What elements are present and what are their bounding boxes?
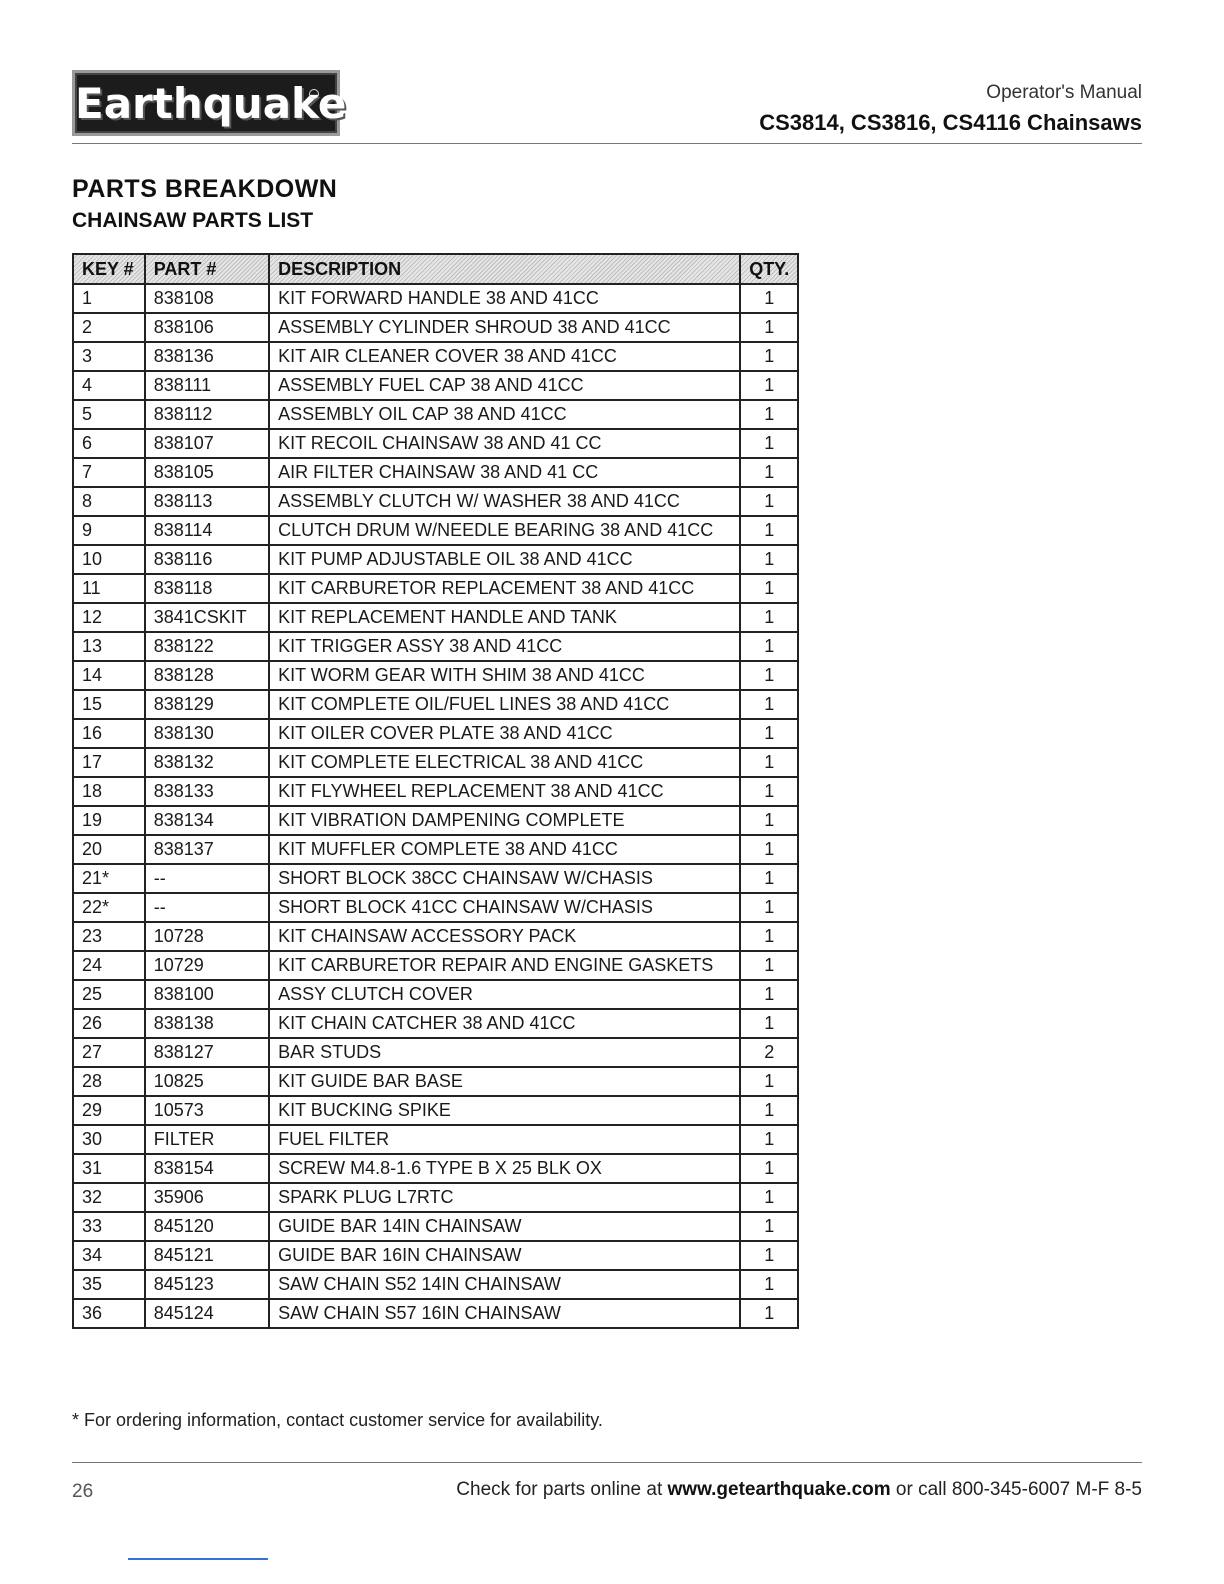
table-row [73,661,798,690]
cell-key: 3 [73,342,145,371]
table-row [73,1096,798,1125]
cell-part: 10729 [145,951,269,980]
cell-qty: 1 [740,1212,798,1241]
cell-qty: 1 [740,806,798,835]
cell-key: 36 [73,1299,145,1328]
cell-qty: 1 [740,1067,798,1096]
cell-description: SAW CHAIN S57 16IN CHAINSAW [269,1299,740,1328]
cell-qty: 1 [740,835,798,864]
cell-key: 12 [73,603,145,632]
table-row [73,371,798,400]
cell-description: SHORT BLOCK 38CC CHAINSAW W/CHASIS [269,864,740,893]
cell-qty: 2 [740,1038,798,1067]
cell-description: ASSEMBLY CYLINDER SHROUD 38 AND 41CC [269,313,740,342]
cell-key: 23 [73,922,145,951]
cell-part: 838106 [145,313,269,342]
cell-description: KIT TRIGGER ASSY 38 AND 41CC [269,632,740,661]
cell-part: 838105 [145,458,269,487]
cell-description: ASSEMBLY OIL CAP 38 AND 41CC [269,400,740,429]
cell-description: KIT MUFFLER COMPLETE 38 AND 41CC [269,835,740,864]
cell-description: SCREW M4.8-1.6 TYPE B X 25 BLK OX [269,1154,740,1183]
table-row [73,864,798,893]
table-row [73,777,798,806]
cell-key: 29 [73,1096,145,1125]
cell-part: 838137 [145,835,269,864]
cell-key: 28 [73,1067,145,1096]
cell-qty: 1 [740,777,798,806]
cell-key: 10 [73,545,145,574]
cell-key: 32 [73,1183,145,1212]
cell-part: 838113 [145,487,269,516]
cell-description: KIT PUMP ADJUSTABLE OIL 38 AND 41CC [269,545,740,574]
cell-part: 838114 [145,516,269,545]
cell-qty: 1 [740,1125,798,1154]
table-row [73,545,798,574]
cell-qty: 1 [740,1009,798,1038]
page-number: 26 [72,1481,94,1502]
table-row [73,951,798,980]
cell-description: SPARK PLUG L7RTC [269,1183,740,1212]
cell-qty: 1 [740,1096,798,1125]
footer-text-before: Check for parts online at [456,1479,668,1500]
table-row [73,458,798,487]
cell-key: 34 [73,1241,145,1270]
cell-key: 6 [73,429,145,458]
table-row [73,574,798,603]
header-divider [72,143,1142,144]
cell-key: 1 [73,284,145,313]
cell-description: KIT CHAINSAW ACCESSORY PACK [269,922,740,951]
cell-qty: 1 [740,719,798,748]
cell-description: KIT FORWARD HANDLE 38 AND 41CC [269,284,740,313]
footer-text [456,1479,1142,1501]
cell-key: 20 [73,835,145,864]
cell-part: 10728 [145,922,269,951]
cell-key: 13 [73,632,145,661]
cell-part: 838133 [145,777,269,806]
cell-description: SHORT BLOCK 41CC CHAINSAW W/CHASIS [269,893,740,922]
cell-part: 845124 [145,1299,269,1328]
parts-table-body [73,284,798,1328]
cell-part: 838122 [145,632,269,661]
cell-key: 4 [73,371,145,400]
cell-qty: 1 [740,922,798,951]
blue-underline [128,1558,268,1560]
cell-part: 838127 [145,1038,269,1067]
cell-qty: 1 [740,893,798,922]
table-row [73,893,798,922]
cell-key: 2 [73,313,145,342]
cell-part: 35906 [145,1183,269,1212]
cell-key: 22* [73,893,145,922]
cell-key: 9 [73,516,145,545]
cell-description: KIT GUIDE BAR BASE [269,1067,740,1096]
cell-key: 8 [73,487,145,516]
cell-part: -- [145,893,269,922]
header-part: PART # [145,254,269,284]
cell-key: 21* [73,864,145,893]
cell-key: 33 [73,1212,145,1241]
footnote: * For ordering information, contact customer service for availability. [72,1410,603,1430]
cell-part: 10573 [145,1096,269,1125]
parts-table [72,253,799,1329]
cell-qty: 1 [740,1183,798,1212]
table-row [73,922,798,951]
table-row [73,429,798,458]
cell-description: KIT OILER COVER PLATE 38 AND 41CC [269,719,740,748]
cell-qty: 1 [740,1154,798,1183]
table-row [73,748,798,777]
cell-description: CLUTCH DRUM W/NEEDLE BEARING 38 AND 41CC [269,516,740,545]
table-row [73,400,798,429]
cell-part: 838138 [145,1009,269,1038]
cell-part: 845121 [145,1241,269,1270]
cell-qty: 1 [740,661,798,690]
cell-description: ASSEMBLY CLUTCH W/ WASHER 38 AND 41CC [269,487,740,516]
table-row [73,1212,798,1241]
cell-qty: 1 [740,632,798,661]
cell-qty: 1 [740,371,798,400]
logo-text: Earthquake [75,79,347,128]
cell-part: 838130 [145,719,269,748]
cell-key: 26 [73,1009,145,1038]
cell-qty: 1 [740,516,798,545]
cell-qty: 1 [740,545,798,574]
table-row [73,719,798,748]
cell-part: 838107 [145,429,269,458]
footer-text-after: or call 800-345-6007 M-F 8-5 [890,1479,1142,1500]
cell-part: 838112 [145,400,269,429]
cell-qty: 1 [740,487,798,516]
table-row [73,1299,798,1328]
footer-divider [72,1462,1142,1463]
table-row [73,342,798,371]
manual-subtitle: Operator's Manual [986,82,1142,103]
table-row [73,980,798,1009]
cell-key: 15 [73,690,145,719]
cell-part: -- [145,864,269,893]
section-title: PARTS BREAKDOWN [72,175,338,203]
cell-description: GUIDE BAR 16IN CHAINSAW [269,1241,740,1270]
cell-key: 30 [73,1125,145,1154]
cell-description: FUEL FILTER [269,1125,740,1154]
cell-part: 838111 [145,371,269,400]
table-row [73,516,798,545]
cell-part: 838108 [145,284,269,313]
cell-part: 838100 [145,980,269,1009]
registered-mark-icon [309,89,319,99]
cell-qty: 1 [740,864,798,893]
cell-key: 16 [73,719,145,748]
cell-key: 25 [73,980,145,1009]
cell-description: KIT RECOIL CHAINSAW 38 AND 41 CC [269,429,740,458]
cell-key: 18 [73,777,145,806]
table-row [73,835,798,864]
table-row [73,1241,798,1270]
cell-key: 11 [73,574,145,603]
cell-description: KIT VIBRATION DAMPENING COMPLETE [269,806,740,835]
table-row [73,1183,798,1212]
cell-description: ASSY CLUTCH COVER [269,980,740,1009]
table-row [73,313,798,342]
cell-description: ASSEMBLY FUEL CAP 38 AND 41CC [269,371,740,400]
cell-description: BAR STUDS [269,1038,740,1067]
cell-qty: 1 [740,458,798,487]
cell-key: 35 [73,1270,145,1299]
cell-description: SAW CHAIN S52 14IN CHAINSAW [269,1270,740,1299]
cell-qty: 1 [740,1299,798,1328]
table-row [73,1154,798,1183]
cell-part: 845120 [145,1212,269,1241]
earthquake-logo [72,70,347,136]
cell-key: 5 [73,400,145,429]
table-row [73,487,798,516]
cell-qty: 1 [740,284,798,313]
cell-part: 3841CSKIT [145,603,269,632]
cell-part: 845123 [145,1270,269,1299]
cell-qty: 1 [740,574,798,603]
table-row [73,690,798,719]
cell-key: 14 [73,661,145,690]
table-row [73,1270,798,1299]
cell-key: 24 [73,951,145,980]
cell-description: KIT REPLACEMENT HANDLE AND TANK [269,603,740,632]
manual-title: CS3814, CS3816, CS4116 Chainsaws [759,110,1142,135]
footer-url-link[interactable]: www.getearthquake.com [667,1479,891,1500]
cell-description: KIT COMPLETE OIL/FUEL LINES 38 AND 41CC [269,690,740,719]
table-row [73,1038,798,1067]
cell-part: 838134 [145,806,269,835]
cell-qty: 1 [740,429,798,458]
cell-qty: 1 [740,1270,798,1299]
cell-description: KIT AIR CLEANER COVER 38 AND 41CC [269,342,740,371]
cell-key: 7 [73,458,145,487]
table-row [73,632,798,661]
cell-part: 838116 [145,545,269,574]
cell-part: FILTER [145,1125,269,1154]
cell-part: 838128 [145,661,269,690]
subsection-title: CHAINSAW PARTS LIST [72,209,314,232]
table-row [73,1125,798,1154]
header-key: KEY # [73,254,145,284]
cell-qty: 1 [740,603,798,632]
cell-key: 31 [73,1154,145,1183]
cell-qty: 1 [740,400,798,429]
table-row [73,1067,798,1096]
cell-description: KIT FLYWHEEL REPLACEMENT 38 AND 41CC [269,777,740,806]
table-row [73,806,798,835]
cell-qty: 1 [740,748,798,777]
table-header-row [73,254,798,284]
cell-description: KIT CARBURETOR REPLACEMENT 38 AND 41CC [269,574,740,603]
cell-part: 838118 [145,574,269,603]
cell-description: KIT CHAIN CATCHER 38 AND 41CC [269,1009,740,1038]
cell-part: 838129 [145,690,269,719]
cell-part: 838132 [145,748,269,777]
cell-qty: 1 [740,951,798,980]
cell-description: AIR FILTER CHAINSAW 38 AND 41 CC [269,458,740,487]
cell-key: 27 [73,1038,145,1067]
cell-key: 17 [73,748,145,777]
cell-qty: 1 [740,342,798,371]
cell-part: 838136 [145,342,269,371]
table-row [73,1009,798,1038]
cell-description: KIT CARBURETOR REPAIR AND ENGINE GASKETS [269,951,740,980]
header-qty: QTY. [740,254,798,284]
cell-description: KIT WORM GEAR WITH SHIM 38 AND 41CC [269,661,740,690]
cell-qty: 1 [740,690,798,719]
cell-part: 838154 [145,1154,269,1183]
cell-key: 19 [73,806,145,835]
cell-qty: 1 [740,980,798,1009]
cell-qty: 1 [740,313,798,342]
cell-qty: 1 [740,1241,798,1270]
cell-description: KIT BUCKING SPIKE [269,1096,740,1125]
table-row [73,603,798,632]
cell-description: GUIDE BAR 14IN CHAINSAW [269,1212,740,1241]
table-row [73,284,798,313]
cell-part: 10825 [145,1067,269,1096]
header-description: DESCRIPTION [269,254,740,284]
cell-description: KIT COMPLETE ELECTRICAL 38 AND 41CC [269,748,740,777]
